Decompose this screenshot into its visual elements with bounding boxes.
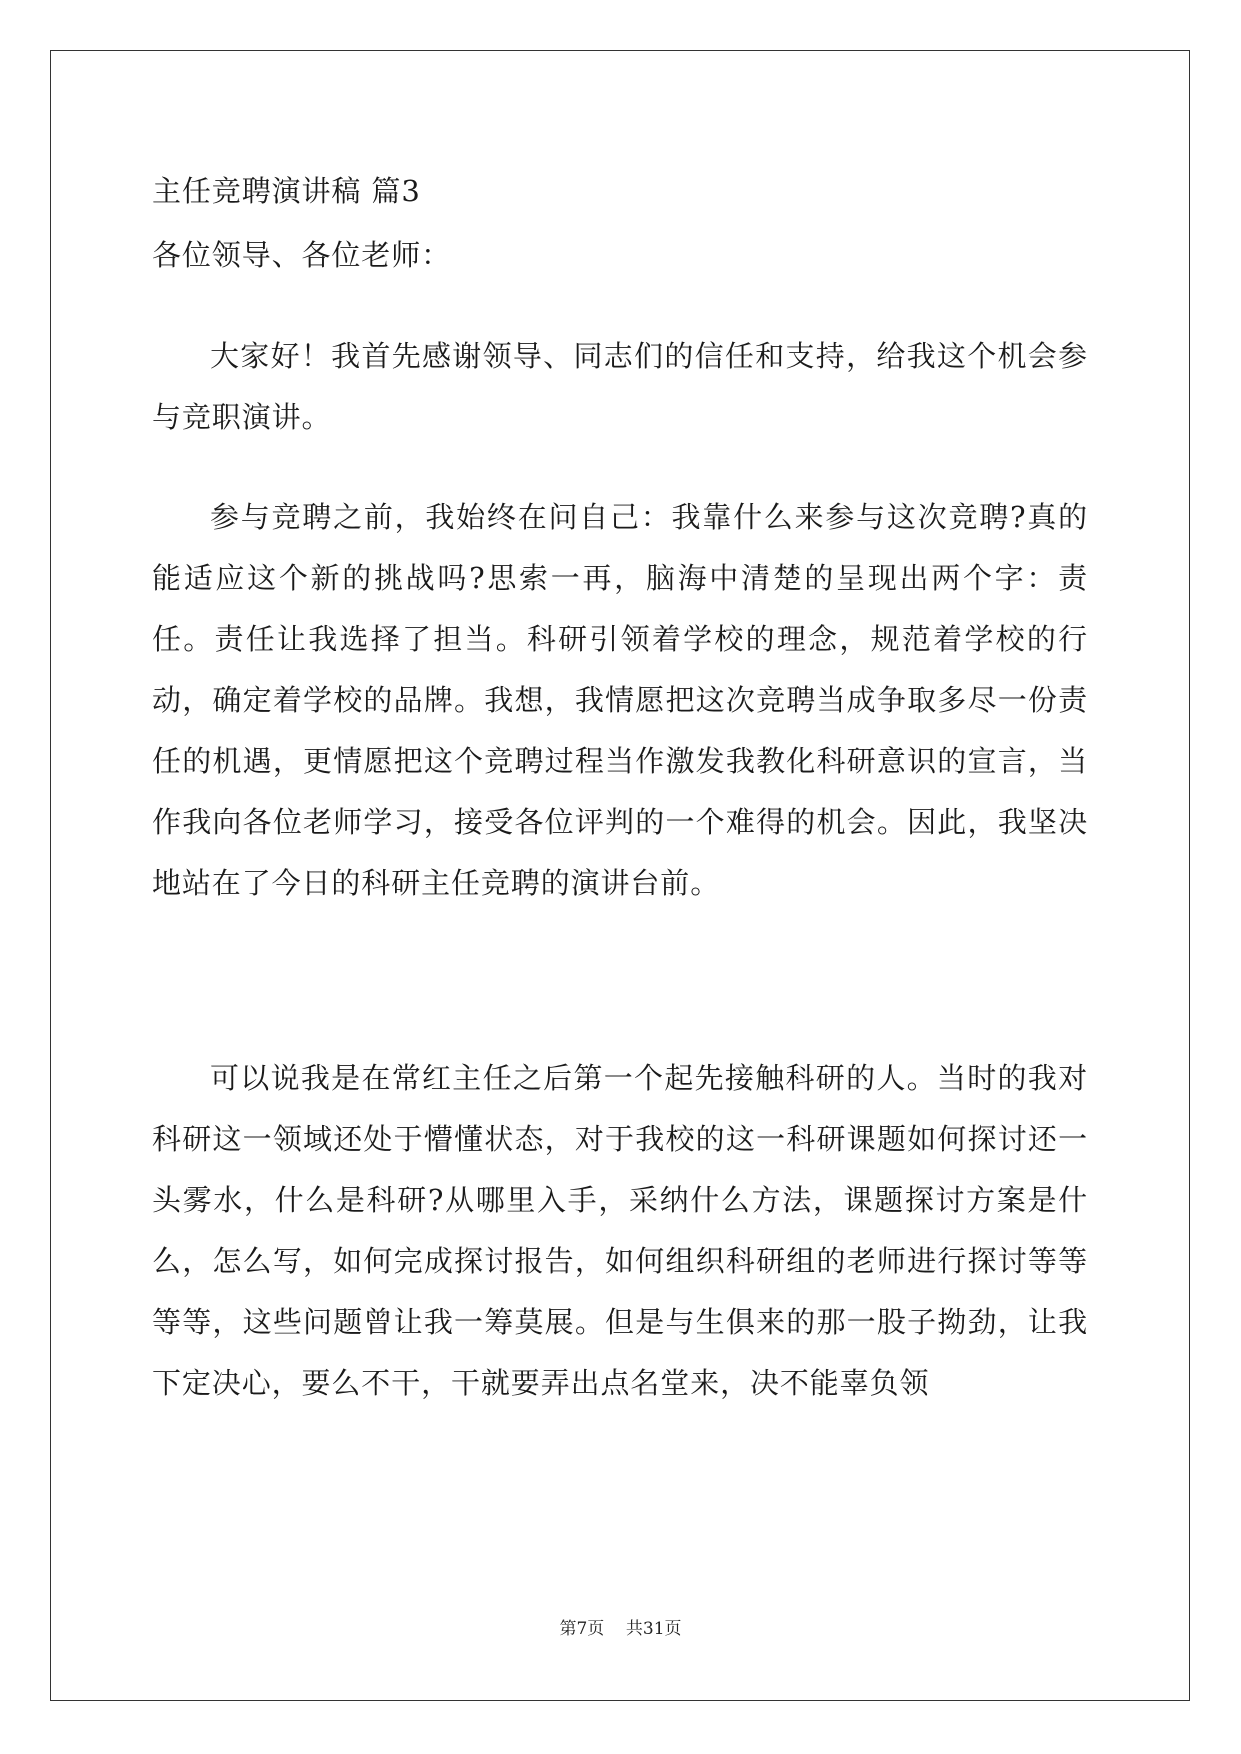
paragraph-1: 大家好！我首先感谢领导、同志们的信任和支持，给我这个机会参与竞职演讲。	[152, 339, 1088, 434]
salutation: 各位领导、各位老师：	[152, 238, 452, 272]
document-heading: 主任竞聘演讲稿 篇3	[152, 174, 421, 208]
total-pages: 共31页	[625, 1619, 682, 1639]
page-number: 第7页	[559, 1619, 605, 1639]
paragraph-3: 可以说我是在常红主任之后第一个起先接触科研的人。当时的我对科研这一领域还处于懵懂状态，对于我校的这一科研课题如何探讨还一头雾水，什么是科研?从哪里入手，采纳什么方法，课题探讨方案是什么，怎么写，如何完成探讨报告，如何组织科研组的老师进行探讨等等等等，这些问题曾让我一筹莫展。但是与生俱来的那一股子拗劲，让我下定决心，要么不干，干就要弄出点名堂来，决不能辜负领	[152, 1061, 1088, 1400]
paragraph-2: 参与竞聘之前，我始终在问自己：我靠什么来参与这次竞聘?真的能适应这个新的挑战吗?思索一再，脑海中清楚的呈现出两个字：责任。责任让我选择了担当。科研引领着学校的理念，规范着学校的行动，确定着学校的品牌。我想，我情愿把这次竞聘当成争取多尽一份责任的机遇，更情愿把这个竞聘过程当作激发我教化科研意识的宣言，当作我向各位老师学习，接受各位评判的一个难得的机会。因此，我坚决地站在了今日的科研主任竞聘的演讲台前。	[152, 500, 1088, 900]
page-footer	[0, 1614, 1241, 1639]
